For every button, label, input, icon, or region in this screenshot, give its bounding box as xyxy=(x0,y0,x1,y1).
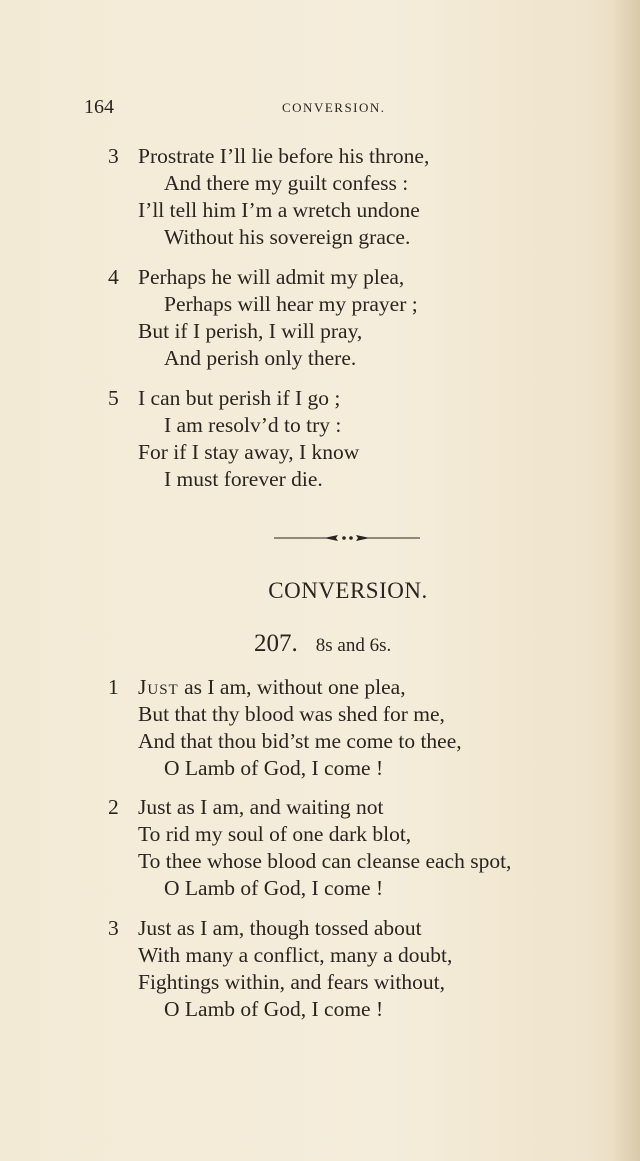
stanza-line xyxy=(108,439,608,466)
verse-line: I must forever die. xyxy=(164,467,323,491)
hymn-heading xyxy=(254,630,391,658)
stanza-number: 5 xyxy=(108,386,119,410)
verse-line: To thee whose blood can cleanse each spot, xyxy=(138,849,512,873)
ornamental-divider xyxy=(274,532,420,544)
verse-line: And that thou bid’st me come to thee, xyxy=(138,729,462,753)
verse-line: But if I perish, I will pray, xyxy=(138,319,363,343)
verse-line: With many a conflict, many a doubt, xyxy=(138,943,453,967)
first-word-small-caps: Just xyxy=(138,675,179,699)
page-header xyxy=(84,96,504,124)
stanza-number: 3 xyxy=(108,144,119,168)
stanza-line xyxy=(108,728,608,755)
stanza-line xyxy=(108,674,608,701)
page-number: 164 xyxy=(84,96,114,118)
stanza-line xyxy=(108,466,608,493)
verse-line: And perish only there. xyxy=(164,346,357,370)
stanza-line xyxy=(108,701,608,728)
stanza-line xyxy=(108,875,608,902)
stanza-line xyxy=(108,996,608,1023)
verse-line: Prostrate I’ll lie before his throne, xyxy=(138,144,430,168)
verse-line: Perhaps will hear my prayer ; xyxy=(164,292,418,316)
stanza-line xyxy=(108,143,608,170)
hymn-title: CONVERSION. xyxy=(268,578,428,603)
verse-line: O Lamb of God, I come ! xyxy=(164,756,384,780)
verse-line: And there my guilt confess : xyxy=(164,171,409,195)
prev-hymn-stanza-4 xyxy=(108,264,608,372)
verse-line: Just as I am, and waiting not xyxy=(138,795,384,819)
prev-hymn-stanza-3 xyxy=(108,143,608,251)
stanza-line xyxy=(108,385,608,412)
verse-line: Just as I am, though tossed about xyxy=(138,916,422,940)
stanza-line xyxy=(108,318,608,345)
stanza-number: 2 xyxy=(108,795,119,819)
stanza-line xyxy=(108,170,608,197)
hymn-number: 207. xyxy=(254,630,298,657)
hymn-meter: 8s and 6s. xyxy=(315,635,392,656)
hymn-stanza-2 xyxy=(108,794,608,902)
stanza-line xyxy=(108,345,608,372)
stanza-line xyxy=(108,755,608,782)
verse-line: I’ll tell him I’m a wretch undone xyxy=(138,198,420,222)
verse-line: I can but perish if I go ; xyxy=(138,386,341,410)
stanza-number: 1 xyxy=(108,675,119,699)
prev-hymn-stanza-5 xyxy=(108,385,608,493)
stanza-line xyxy=(108,821,608,848)
verse-line: O Lamb of God, I come ! xyxy=(164,876,384,900)
verse-line: Fightings within, and fears without, xyxy=(138,970,445,994)
verse-line: Perhaps he will admit my plea, xyxy=(138,265,405,289)
stanza-line xyxy=(108,264,608,291)
running-head: CONVERSION. xyxy=(282,100,386,115)
stanza-line xyxy=(108,291,608,318)
verse-line: But that thy blood was shed for me, xyxy=(138,702,445,726)
hymn-stanza-1 xyxy=(108,674,608,782)
stanza-line xyxy=(108,412,608,439)
verse-line: For if I stay away, I know xyxy=(138,440,360,464)
stanza-line xyxy=(108,915,608,942)
stanza-line xyxy=(108,969,608,996)
verse-line: I am resolv’d to try : xyxy=(164,413,342,437)
stanza-line xyxy=(108,942,608,969)
verse-line: To rid my soul of one dark blot, xyxy=(138,822,412,846)
stanza-line xyxy=(108,794,608,821)
stanza-number: 4 xyxy=(108,265,119,289)
verse-line-rest: as I am, without one plea, xyxy=(178,675,406,699)
verse-line: Without his sovereign grace. xyxy=(164,225,411,249)
stanza-line xyxy=(108,224,608,251)
stanza-line xyxy=(108,848,608,875)
stanza-line xyxy=(108,197,608,224)
verse-line xyxy=(138,674,406,701)
stanza-number: 3 xyxy=(108,916,119,940)
verse-line: O Lamb of God, I come ! xyxy=(164,997,384,1021)
hymn-stanza-3 xyxy=(108,915,608,1023)
